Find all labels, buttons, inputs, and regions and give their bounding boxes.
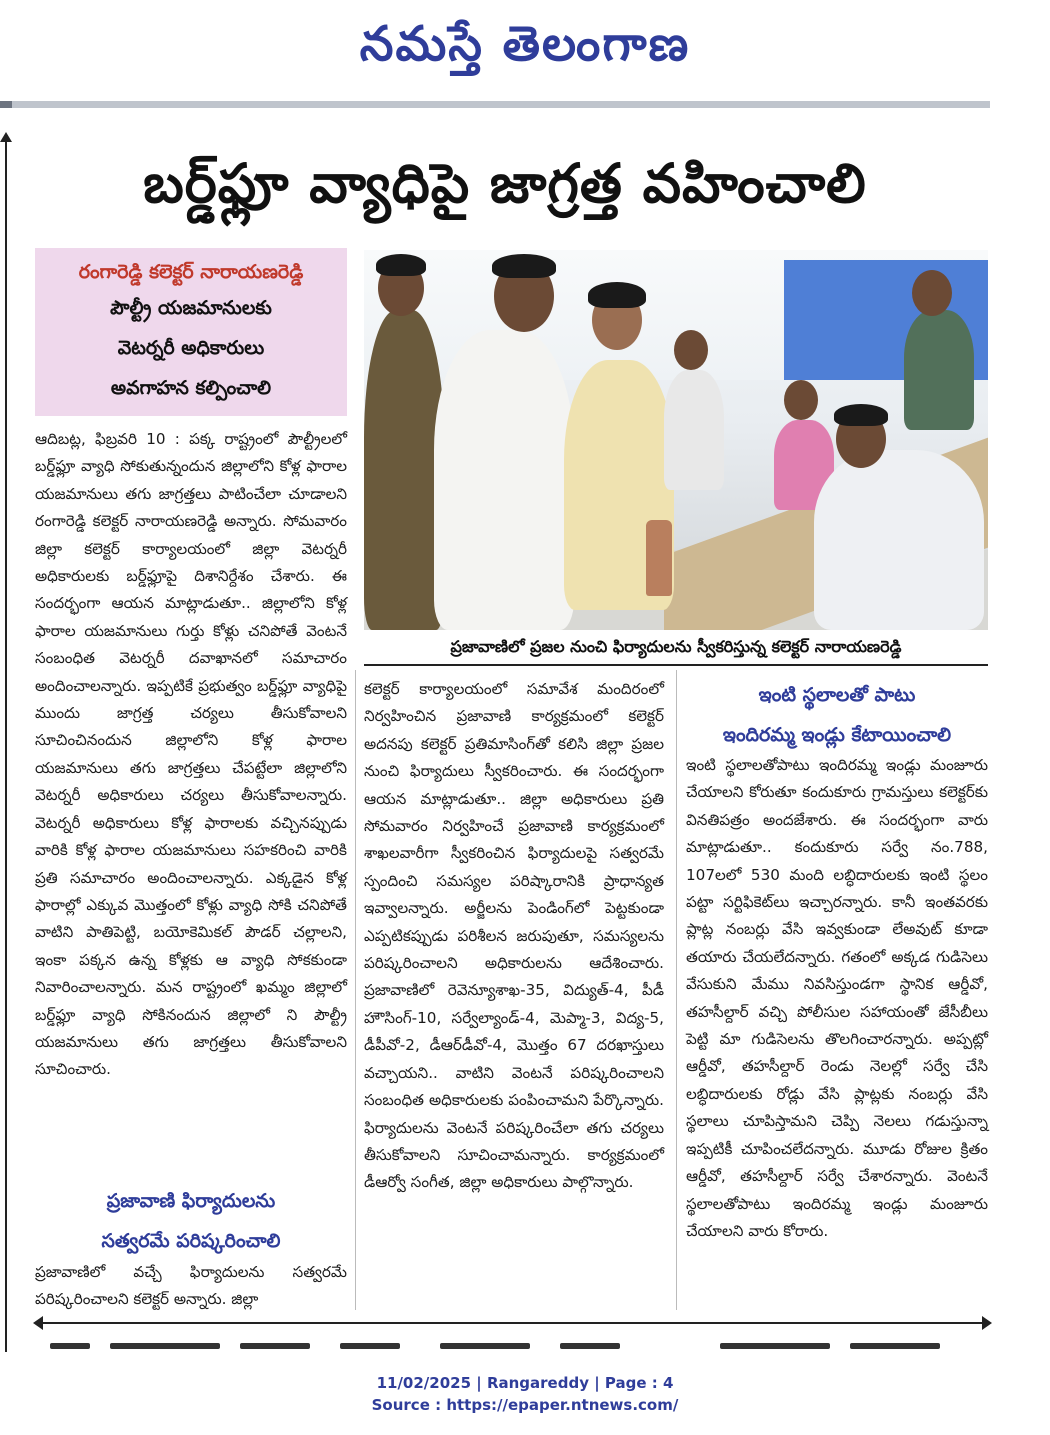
article-column-2 xyxy=(364,676,664,1197)
subheading-house-sites-line-2: ఇందిరమ్మ ఇండ్లు కేటాయించాలి xyxy=(722,724,952,746)
subbox-line-3: వెటర్నరీ అధికారులు xyxy=(117,337,265,359)
horizontal-arrow-icon xyxy=(35,1322,990,1324)
column-divider xyxy=(676,670,677,1310)
subheading-prajavani-line-2: సత్వరమే పరిష్కరించాలి xyxy=(101,1230,281,1252)
masthead-title: నమస్తే తెలంగాణ xyxy=(359,16,691,72)
headline: బర్డ్‌ఫ్లూ వ్యాధిపై జాగ్రత్త వహించాలి xyxy=(143,151,867,215)
subheading-prajavani-line-1: ప్రజావాణి ఫిర్యాదులను xyxy=(106,1190,276,1212)
column-divider xyxy=(355,670,356,1310)
subheading-box xyxy=(35,248,347,416)
footer-source: Source : https://epaper.ntnews.com/ xyxy=(371,1396,679,1414)
news-photo xyxy=(364,250,988,630)
column-1b-text: ప్రజావాణిలో వచ్చే ఫిర్యాదులను సత్వరమే పరిష్కరించాలని కలెక్టర్ అన్నారు. జిల్లా xyxy=(35,1263,347,1309)
subheading-prajavani xyxy=(35,1181,347,1261)
photo-caption: ప్రజావాణిలో ప్రజల నుంచి ఫిర్యాదులను స్వీకరిస్తున్న కలెక్టర్ నారాయణరెడ్డి xyxy=(364,630,988,666)
subbox-line-1: రంగారెడ్డి కలెక్టర్ నారాయణరెడ్డి xyxy=(78,261,304,283)
article-column-1-continued xyxy=(35,1259,347,1314)
subbox-line-4: అవగాహన కల్పించాలి xyxy=(110,377,272,399)
vertical-arrow-icon xyxy=(5,142,7,1352)
footer xyxy=(0,1372,1050,1416)
top-rule xyxy=(0,101,990,108)
masthead xyxy=(0,10,1050,90)
footer-date-edition: 11/02/2025 | Rangareddy | Page : 4 xyxy=(376,1374,674,1392)
column-3-text: ఇంటి స్థలాలతోపాటు ఇందిరమ్మ ఇండ్లు మంజూరు చేయాలని కోరుతూ కందుకూరు గ్రామస్తులు కలెక్టర్‌కు వినతిపత్రం అందజేశారు. ఈ సందర్భంగా వారు మాట్లాడుతూ.. కందుకూరు సర్వే నం.788, 107లలో 530 మంది లబ్ధిదారులకు ఇంటి స్థలం పట్టా సర్టిఫికెట్‌లు ఇచ్చారన్నారు. కానీ ఇంతవరకు ప్లాట్ల నంబర్లు వేసి ఇవ్వకుండా లేఅవుట్ కూడా తయారు చేయలేదన్నారు. గతంలో అక్కడ గుడిసెలు వేసుకుని మేము నివసిస్తుండగా స్థానిక ఆర్డీవో, తహసీల్దార్ వచ్చి పోలీసుల సహాయంతో జేసీబీలు పెట్టి మా గుడిసెలను తొలగించారన్నారు. అప్పట్లో ఆర్డీవో, తహసీల్దార్ రెండు నెలల్లో సర్వే చేసి లబ్ధిదారులకు రోడ్లు వేసి ప్లాట్లకు నంబర్లు వేసి స్థలాలు చూపిస్తామని చెప్పి నెలలు గడుస్తున్నా ఇప్పటికీ చూపించలేదన్నారు. మూడు రోజుల క్రితం ఆర్డీవో, తహసీల్దార్ సర్వే చేశారన్నారు. వెంటనే స్థలాలతోపాటు ఇందిరమ్మ ఇండ్లు మంజూరు చేయాలని వారు కోరారు. xyxy=(686,756,988,1240)
cropped-next-headline xyxy=(40,1343,990,1357)
article-column-1 xyxy=(35,426,347,1084)
subheading-house-sites xyxy=(686,675,988,755)
column-1-text: ఆదిబట్ల, ఫిబ్రవరి 10 : పక్క రాష్ట్రంలో పౌల్ట్రీలలో బర్డ్‌ఫ్లూ వ్యాధి సోకుతున్నందున జిల్లాలోని కోళ్ల ఫారాల యజమానులు తగు జాగ్రత్తలు పాటించేలా చూడాలని రంగారెడ్డి కలెక్టర్ నారాయణరెడ్డి అన్నారు. సోమవారం జిల్లా కలెక్టర్ కార్యాలయంలో జిల్లా వెటర్నరీ అధికారులకు బర్డ్‌ఫ్లూపై దిశానిర్దేశం చేశారు. ఈ సందర్భంగా ఆయన మాట్లాడుతూ.. జిల్లాలోని కోళ్ల ఫారాల యజమానులు గుర్తు కోళ్లు చనిపోతే వెంటనే సంబంధిత వెటర్నరీ దవాఖానలో సమాచారం అందించాలన్నారు. ఇప్పటికే ప్రభుత్వం బర్డ్‌ఫ్లూ వ్యాధిపై ముందు జాగ్రత్త చర్యలు తీసుకోవాలని సూచించినందున జిల్లాలోని కోళ్ల ఫారాల యజమానులు తగు జాగ్రత్తలు చేపట్టేలా జిల్లాలోని వెటర్నరీ అధికారులు చర్యలు తీసుకోవాలన్నారు. వెటర్నరీ అధికారులు కోళ్ల ఫారాలకు వచ్చినప్పుడు వారికి కోళ్ల ఫారాల యజమానులు సహకరించి వారికి ప్రతి సమాచారం అందించాలన్నారు. ఎక్కడైన కోళ్ల ఫారాల్లో ఎక్కువ మొత్తంలో కోళ్లు వ్యాధి సోకి చనిపోతే వాటిని పాతిపెట్టి, బయోకెమికల్ పౌడర్ చల్లాలని, ఇంకా పక్కన ఉన్న కోళ్లకు ఆ వ్యాధి సోకకుండా నివారించాలన్నారు. మన రాష్ట్రంలో ఖమ్మం జిల్లాలో బర్డ్‌ఫ్లూ వ్యాధి సోకినందున జిల్లాలో ని పౌల్ట్రీ యజమానులు తగు జాగ్రత్తలు తీసుకోవాలని సూచించారు. xyxy=(35,430,347,1079)
subheading-house-sites-line-1: ఇంటి స్థలాలతో పాటు xyxy=(758,684,916,706)
column-2-text: కలెక్టర్ కార్యాలయంలో సమావేశ మందిరంలో నిర్వహించిన ప్రజావాణి కార్యక్రమంలో కలెక్టర్ అదనపు కలెక్టర్ ప్రతిమాసింగ్‌తో కలిసి జిల్లా ప్రజల నుంచి ఫిర్యాదులు స్వీకరించారు. ఈ సందర్భంగా ఆయన మాట్లాడుతూ.. జిల్లా అధికారులు ప్రతి సోమవారం నిర్వహించే ప్రజావాణి కార్యక్రమంలో శాఖలవారీగా స్వీకరించిన ఫిర్యాదులపై సత్వరమే స్పందించి సమస్యల పరిష్కారానికి ప్రాధాన్యత ఇవ్వాలన్నారు. అర్జీలను పెండింగ్‌లో పెట్టకుండా ఎప్పటికప్పుడు పరిశీలన జరుపుతూ, సమస్యలను పరిష్కరించాలని అధికారులను ఆదేశించారు. ప్రజావాణిలో రెవెన్యూశాఖ-35, విద్యుత్-4, పీడీ హౌసింగ్-10, సర్వేల్యాండ్-4, మెప్మా-3, విద్య-5, డీపీవో-2, డీఆర్‌డీవో-4, మొత్తం 67 దరఖాస్తులు వచ్చాయని.. వాటిని వెంటనే పరిష్కరించాలని సంబంధిత అధికారులకు పంపించామని పేర్కొన్నారు. ఫిర్యాదులను వెంటనే పరిష్కరించేలా తగు చర్యలు తీసుకోవాలని సూచించామన్నారు. కార్యక్రమంలో డీఆర్వో సంగీత, జిల్లా అధికారులు పాల్గొన్నారు. xyxy=(364,680,664,1192)
subbox-line-2: పౌల్ట్రీ యజమానులకు xyxy=(110,297,272,319)
article-column-3 xyxy=(686,752,988,1245)
